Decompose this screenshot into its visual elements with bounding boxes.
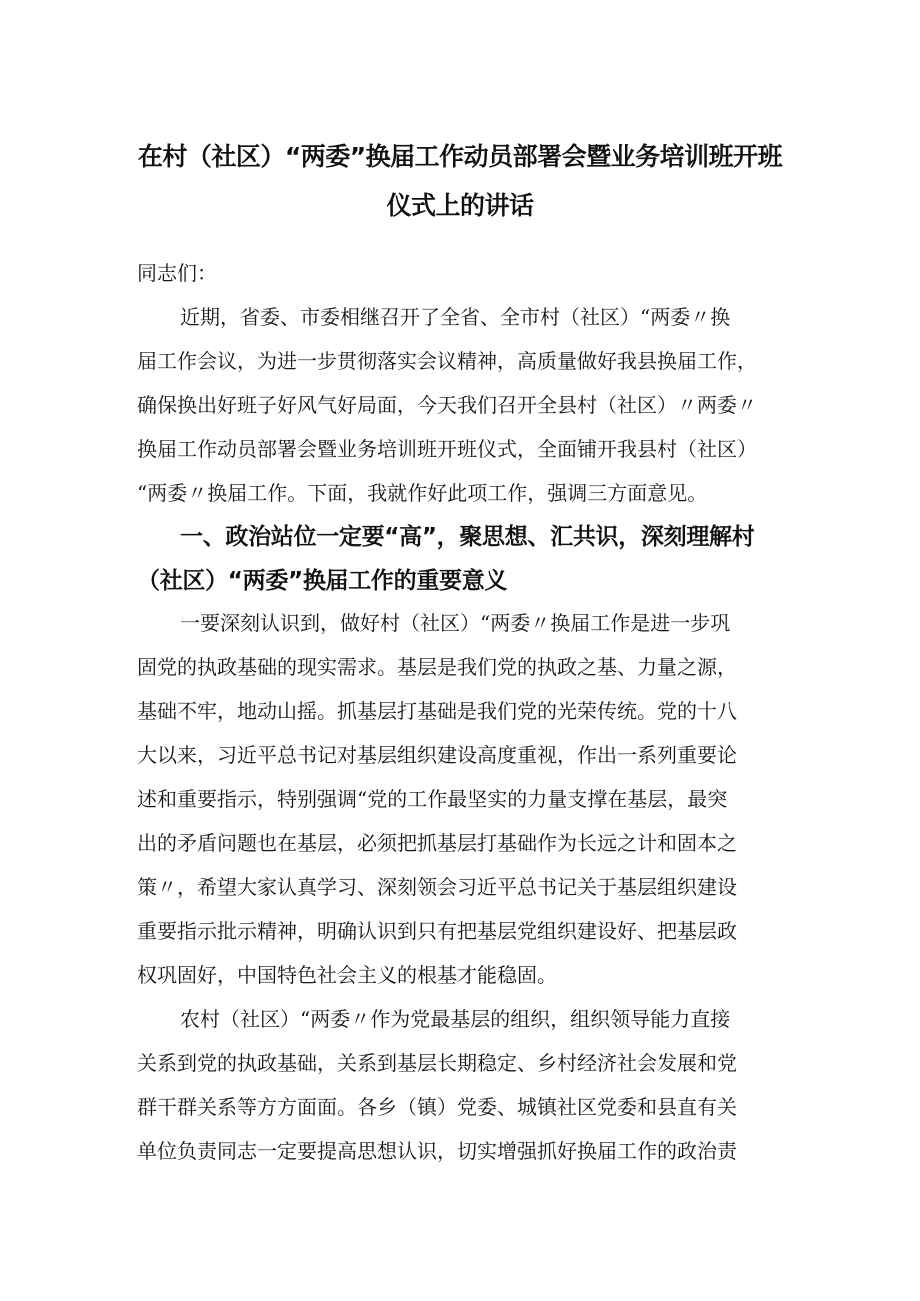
paragraph-line: 单位负责同志一定要提高思想认识，切实增强抓好换届工作的政治责 <box>137 1139 737 1163</box>
paragraph-line: 群干群关系等方方面面。各乡（镇）党委、城镇社区党委和县直有关 <box>137 1095 737 1119</box>
paragraph-line: 关系到党的执政基础，关系到基层长期稳定、乡村经济社会发展和党 <box>137 1051 737 1075</box>
paragraph-line: 农村（社区）“两委〃作为党最基层的组织，组织领导能力直接 <box>180 1007 731 1031</box>
paragraph-line: 大以来，习近平总书记对基层组织建设高度重视，作出一系列重要论 <box>137 743 737 767</box>
intro-line: 届工作会议，为进一步贯彻落实会议精神，高质量做好我县换届工作， <box>137 349 757 373</box>
paragraph-line: 出的矛盾问题也在基层，必须把抓基层打基础作为长远之计和固本之 <box>137 831 737 855</box>
intro-line: 换届工作动员部署会暨业务培训班开班仪式，全面铺开我县村（社区） <box>137 437 757 461</box>
intro-line: 确保换出好班子好风气好局面，今天我们召开全县村（社区）〃两委〃 <box>137 393 757 417</box>
paragraph-line: 重要指示批示精神，明确认识到只有把基层党组织建设好、把基层政 <box>137 919 737 943</box>
section-heading-line: 一、政治站位一定要“高”，聚思想、汇共识，深刻理解村 <box>180 524 755 550</box>
salutation: 同志们： <box>137 261 217 285</box>
intro-line: “两委〃换届工作。下面，我就作好此项工作，强调三方面意见。 <box>137 481 708 505</box>
paragraph-line: 策〃，希望大家认真学习、深刻领会习近平总书记关于基层组织建设 <box>137 875 737 899</box>
intro-line: 近期，省委、市委相继召开了全省、全市村（社区）“两委〃换 <box>180 305 731 329</box>
document-title-line-2: 仪式上的讲话 <box>386 191 534 220</box>
paragraph-line: 基础不牢，地动山摇。抓基层打基础是我们党的光荣传统。党的十八 <box>137 699 737 723</box>
paragraph-line: 一要深刻认识到，做好村（社区）“两委〃换届工作是进一步巩 <box>180 611 731 635</box>
section-heading-line: （社区）“两委”换届工作的重要意义 <box>137 568 508 594</box>
document-title-line-1: 在村（社区）“两委”换届工作动员部署会暨业务培训班开班 <box>137 142 783 171</box>
paragraph-line: 权巩固好，中国特色社会主义的根基才能稳固。 <box>137 963 557 987</box>
paragraph-line: 固党的执政基础的现实需求。基层是我们党的执政之基、力量之源， <box>137 655 737 679</box>
paragraph-line: 述和重要指示，特别强调“党的工作最坚实的力量支撑在基层，最突 <box>137 787 728 811</box>
